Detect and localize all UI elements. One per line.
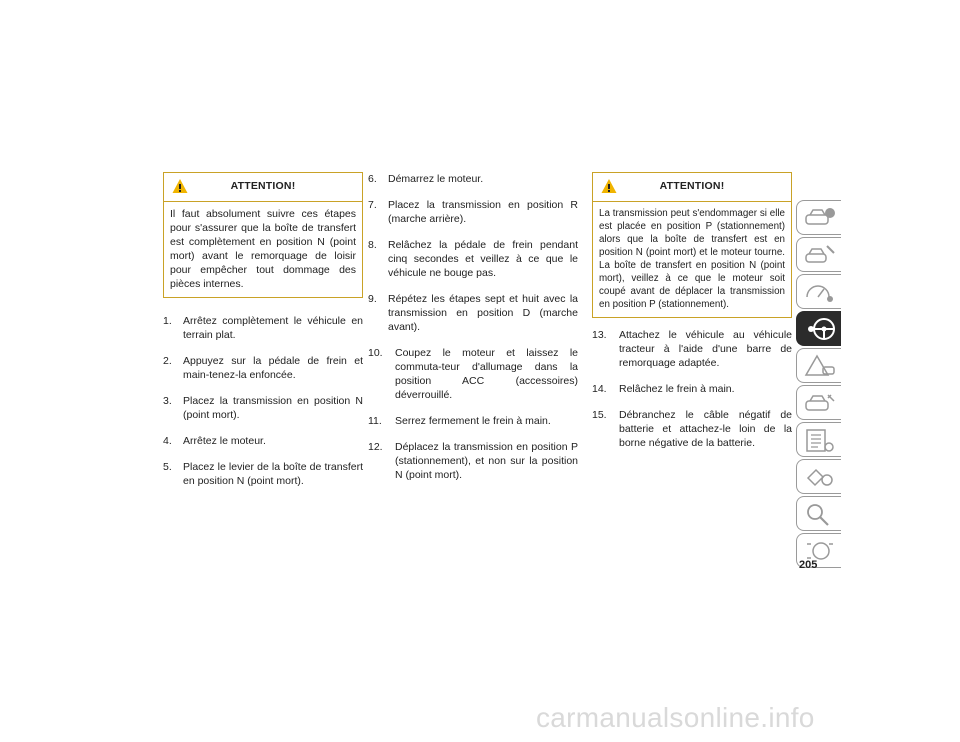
warning-text: La transmission peut s'endommager si elle est placée en position P (stationnement) alors que la boîte de transfert est en position N (point mort) et le moteur tourne. La boîte de transfert en position N (point mort), veillez à ce que le moteur soit coupé avant de déplacer la transmission en position P (stationnement). xyxy=(599,208,785,310)
tab-dashboard[interactable] xyxy=(796,274,841,309)
tab-specifications[interactable] xyxy=(796,422,841,457)
list-item: 15. Débranchez le câble négatif de batterie et attachez-le loin de la borne négative de la batterie. xyxy=(592,409,792,449)
tab-service[interactable] xyxy=(796,385,841,420)
search-index-icon xyxy=(803,501,837,527)
list-item: 11. Serrez fermement le frein à main. xyxy=(368,415,551,427)
middle-column xyxy=(368,172,578,494)
chapter-tabs xyxy=(796,200,841,570)
page-number: 205 xyxy=(799,559,818,571)
warning-title: ATTENTION! xyxy=(230,180,296,192)
list-item: 9. Répétez les étapes sept et huit avec la transmission en position D (marche avant). xyxy=(368,293,578,333)
warning-box xyxy=(592,172,792,318)
dashboard-icon xyxy=(803,279,837,305)
warning-title: ATTENTION! xyxy=(659,180,725,192)
list-item: 7. Placez la transmission en position R (marche arrière). xyxy=(368,199,578,225)
tab-car-tools[interactable] xyxy=(796,237,841,272)
list-item: 10. Coupez le moteur et laissez le commuta-teur d'allumage dans la position ACC (accessoires) déverrouillé. xyxy=(368,347,578,401)
warning-text: Il faut absolument suivre ces étapes pour s'assurer que la boîte de transfert est complètement en position N (point mort) avant le remorquage de loisir pour empêcher tout dommage des pièces internes. xyxy=(170,208,356,290)
specifications-list-icon xyxy=(803,427,837,453)
list-item: 2. Appuyez sur la pédale de frein et main-tenez-la enfoncée. xyxy=(163,355,363,381)
tab-steering[interactable] xyxy=(796,311,841,346)
car-info-icon xyxy=(803,205,837,231)
list-item: 13. Attachez le véhicule au véhicule tracteur à l'aide d'une barre de remorquage adaptée. xyxy=(592,329,792,369)
right-column xyxy=(592,172,792,462)
warning-header xyxy=(593,173,791,202)
list-item: 4. Arrêtez le moteur. xyxy=(163,435,266,447)
tab-warranty[interactable] xyxy=(796,459,841,494)
tab-roadside[interactable] xyxy=(796,348,841,383)
tab-car-info[interactable] xyxy=(796,200,841,235)
roadside-warning-icon xyxy=(803,353,837,379)
tab-search[interactable] xyxy=(796,496,841,531)
list-item: 5. Placez le levier de la boîte de transfert en position N (point mort). xyxy=(163,461,363,487)
car-tools-icon xyxy=(803,242,837,268)
list-item: 6. Démarrez le moteur. xyxy=(368,173,484,185)
list-item: 14. Relâchez le frein à main. xyxy=(592,383,735,395)
steering-wheel-icon xyxy=(803,316,837,342)
list-item: 1. Arrêtez complètement le véhicule en terrain plat. xyxy=(163,315,363,341)
car-service-icon xyxy=(803,390,837,416)
warranty-icon xyxy=(803,464,837,490)
left-column xyxy=(163,172,363,500)
warning-box xyxy=(163,172,363,298)
list-item: 3. Placez la transmission en position N (point mort). xyxy=(163,395,363,421)
watermark: carmanualsonline.info xyxy=(536,702,815,733)
list-item: 12. Déplacez la transmission en position P (stationnement), et non sur la position N (point mort). xyxy=(368,441,578,481)
list-item: 8. Relâchez la pédale de frein pendant cinq secondes et veillez à ce que le véhicule ne bouge pas. xyxy=(368,239,578,279)
warning-header xyxy=(164,173,362,202)
